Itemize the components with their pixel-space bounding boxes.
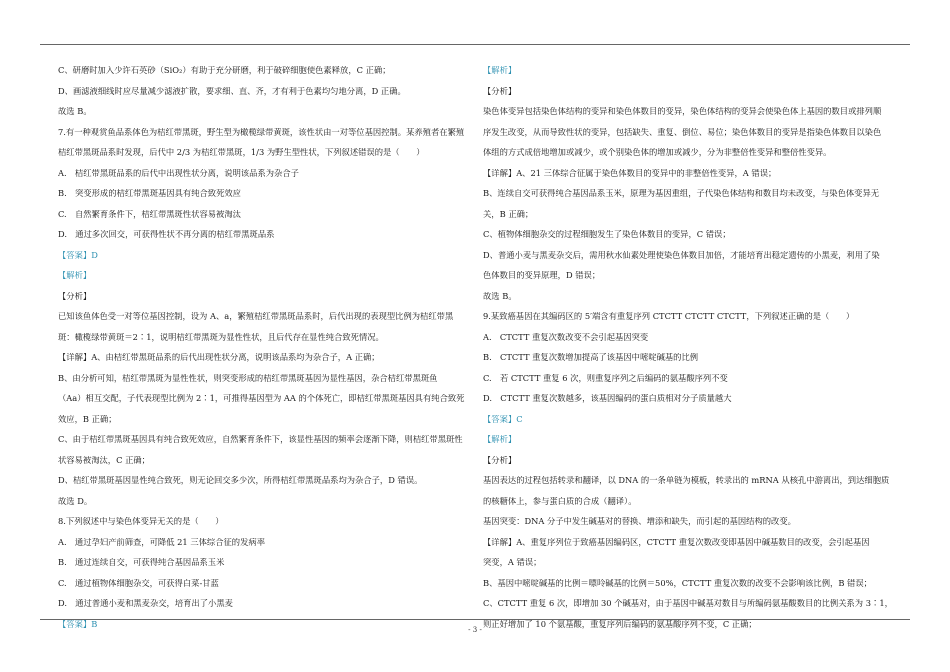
text-line: 关，B 正确； (483, 209, 534, 219)
text-line: D、画滤液细线时应尽量减少滤液扩散，要求细、直、齐，才有利于色素均匀地分离，D 正确。 (58, 86, 406, 96)
text-line: 【详解】A、由桔红带黑斑品系的后代出现性状分离，说明该品系均为杂合子，A 正确； (58, 353, 380, 362)
text-line: 桔红带黑斑品系时发现，后代中 2/3 为桔红带黑斑，1/3 为野生型性状，下列叙述错误的是（ ） (58, 148, 425, 157)
text-line: 【分析】 (58, 291, 92, 301)
text-line: 的核糖体上，参与蛋白质的合成（翻译）。 (483, 496, 637, 506)
text-line: 状容易被淘汰，C 正确； (58, 455, 150, 465)
text-line: B、基因中嘧啶碱基的比例＝嘌呤碱基的比例＝50%，CTCTT 重复次数的改变不会影响该比例，B 错误； (483, 578, 872, 588)
text-line: 【解析】 (483, 435, 517, 444)
text-line: 【答案】C (483, 414, 523, 424)
text-line: 序发生改变，从而导致性状的变异，包括缺失、重复、倒位、易位；染色体数目的变异是指染色体数目以染色 (483, 127, 882, 137)
text-line: C、研磨时加入少许石英砂（SiO₂）有助于充分研磨，利于破碎细胞使色素释放，C 正确； (58, 66, 391, 75)
text-line: C. 自然繁育条件下，桔红带黑斑性状容易被淘汰 (58, 209, 241, 219)
text-line: D、普通小麦与黑麦杂交后，需用秋水仙素处理使染色体数目加倍，才能培育出稳定遗传的小黑麦，利用了染 (483, 250, 880, 260)
text-line: 已知该鱼体色受一对等位基因控制，设为 A、a，繁殖桔红带黑斑品系时，后代出现的表现型比例为桔红带黑 (58, 312, 454, 321)
text-line: 则正好增加了 10 个氨基酸，重复序列后编码的氨基酸序列不变，C 正确； (483, 619, 757, 629)
bottom-rule (40, 619, 910, 620)
text-line: B. CTCTT 重复次数增加提高了该基因中嘧啶碱基的比例 (483, 353, 699, 362)
text-line: C、CTCTT 重复 6 次，即增加 30 个碱基对，由于基因中碱基对数目与所编码氨基酸数目的比例关系为 3∶1， (483, 599, 893, 608)
text-line: 色体数目的变异原理，D 错误； (483, 271, 601, 280)
text-line: 染色体变异包括染色体结构的变异和染色体数目的变异，染色体结构的变异会使染色体上基因的数目或排列顺 (483, 107, 882, 116)
text-line: 故选 B。 (483, 291, 517, 301)
text-line: 【分析】 (483, 86, 517, 96)
text-line: 【解析】 (483, 66, 517, 75)
text-line: C. 通过植物体细胞杂交，可获得白菜-甘蓝 (58, 578, 219, 588)
text-line: 【解析】 (58, 271, 92, 280)
text-line: 体组的方式成倍地增加或减少，或个别染色体的增加或减少，分为非整倍性变异和整倍性变异。 (483, 148, 832, 157)
text-line: 基因突变：DNA 分子中发生碱基对的替换、增添和缺失，而引起的基因结构的改变。 (483, 517, 796, 526)
text-line: D. 通过普通小麦和黑麦杂交，培育出了小黑麦 (58, 599, 233, 608)
text-line: 7.有一种观赏鱼品系体色为桔红带黑斑，野生型为橄榄绿带黄斑，该性状由一对等位基因控制。某养殖者在繁殖 (58, 127, 465, 137)
text-line: 效应，B 正确； (58, 414, 117, 424)
text-line: 【详解】A、重复序列位于致癌基因编码区，CTCTT 重复次数改变即基因中碱基数目的改变，会引起基因 (483, 537, 870, 547)
text-line: D. 通过多次回交，可获得性状不再分离的桔红带黑斑品系 (58, 230, 275, 239)
text-line: A. 通过孕妇产前筛查，可降低 21 三体综合征的发病率 (58, 537, 265, 547)
text-line: 【分析】 (483, 455, 517, 465)
text-line: 基因表达的过程包括转录和翻译，以 DNA 的一条单链为模板，转录出的 mRNA 从核孔中游离出，到达细胞质 (483, 476, 890, 485)
left-column (58, 66, 470, 640)
text-line: 8.下列叙述中与染色体变异无关的是（ ） (58, 517, 224, 526)
text-line: 故选 D。 (58, 496, 93, 506)
text-line: （Aa）相互交配，子代表现型比例为 2∶1，可推得基因型为 AA 的个体死亡，即桔红带黑斑基因具有纯合致死 (58, 394, 465, 403)
text-line: 【答案】D (58, 250, 98, 260)
text-line: C、植物体细胞杂交的过程细胞发生了染色体数目的变异，C 错误； (483, 230, 731, 239)
text-line: 斑：橄榄绿带黄斑＝2∶1，说明桔红带黑斑为显性性状，且后代存在显性纯合致死情况。 (58, 332, 384, 342)
page-number: - 3 - (468, 626, 482, 634)
text-line: C. 若 CTCTT 重复 6 次，则重复序列之后编码的氨基酸序列不变 (483, 373, 728, 383)
text-line: B. 通过连续自交，可获得纯合基因品系玉米 (58, 558, 225, 567)
text-line: D、桔红带黑斑基因显性纯合致死，则无论回交多少次，所得桔红带黑斑品系均为杂合子，D 错误。 (58, 476, 423, 485)
text-line: B. 突变形成的桔红带黑斑基因具有纯合致死效应 (58, 189, 241, 198)
text-line: D. CTCTT 重复次数越多，该基因编码的蛋白质相对分子质量越大 (483, 394, 732, 403)
text-line: 【详解】A、21 三体综合征属于染色体数目的变异中的非整倍性变异，A 错误； (483, 168, 777, 178)
text-line: 故选 B。 (58, 107, 92, 116)
top-rule (40, 44, 910, 45)
text-line: 9.某致癌基因在其编码区的 5′端含有重复序列 CTCTT CTCTT CTCTT，下列叙述正确的是（ ） (483, 312, 855, 321)
text-line: B、由分析可知，桔红带黑斑为显性性状，则突变形成的桔红带黑斑基因为显性基因，杂合桔红带黑斑鱼 (58, 373, 438, 383)
text-line: C、由于桔红带黑斑基因具有纯合致死效应，自然繁育条件下，该显性基因的频率会逐渐下降，则桔红带黑斑性 (58, 435, 463, 444)
text-line: 突变，A 错误； (483, 558, 542, 567)
right-column (483, 66, 903, 640)
text-line: B、连续自交可获得纯合基因品系玉米，原理为基因重组，子代染色体结构和数目均未改变，与染色体变异无 (483, 189, 880, 198)
text-line: A. 桔红带黑斑品系的后代中出现性状分离，说明该品系为杂合子 (58, 168, 299, 178)
text-line: 【答案】B (58, 619, 98, 629)
text-line: A. CTCTT 重复次数改变不会引起基因突变 (483, 332, 649, 342)
